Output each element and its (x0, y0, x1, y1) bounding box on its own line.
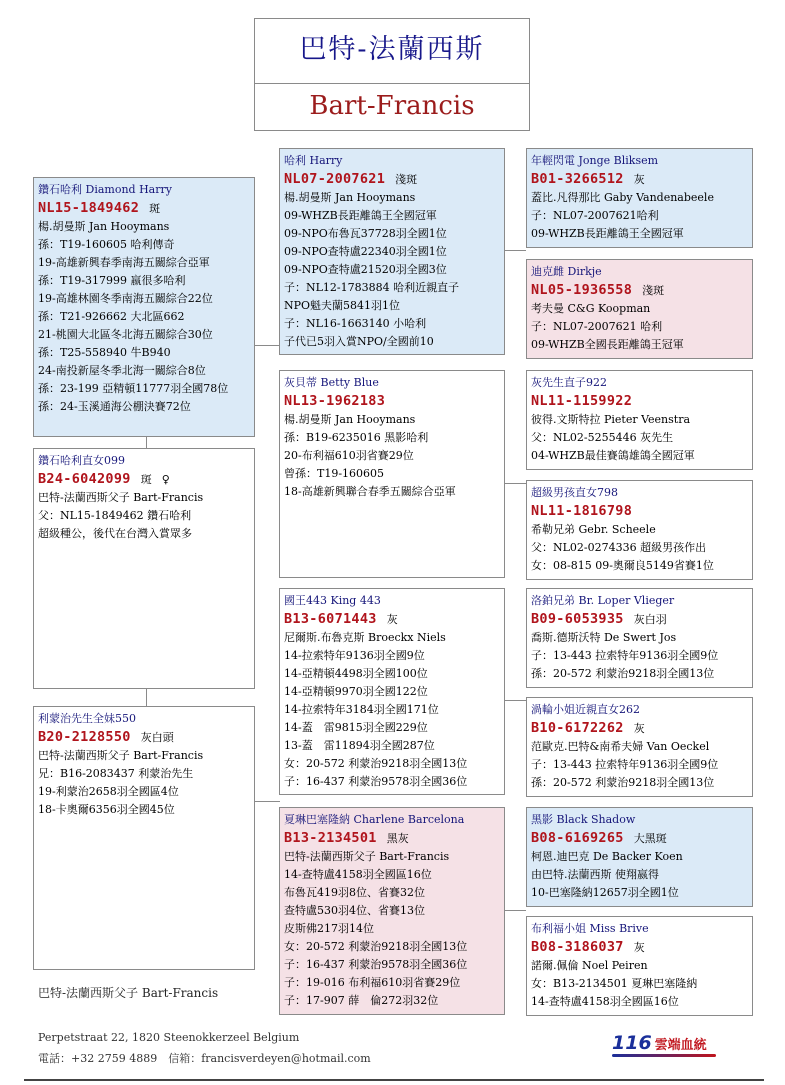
detail-line: 子：NL07-2007621 哈利 (531, 320, 663, 333)
color: 淺斑 (642, 284, 665, 297)
connector (504, 700, 526, 701)
color: 灰白羽 (633, 613, 667, 626)
pigeon-name: 哈利 Harry (284, 154, 343, 167)
color: 大黑斑 (633, 832, 667, 845)
logo-text: 雲端血統 (654, 1038, 707, 1053)
detail-line: 孫：T19-160605 哈利傳奇 (38, 238, 175, 251)
detail-line: 14-拉索特年9136羽全國9位 (284, 649, 425, 662)
color: 灰 (633, 722, 645, 735)
dds-card (526, 807, 753, 907)
detail-line: 女：B13-2134501 夏琳巴塞隆納 (531, 977, 698, 990)
detail-line: 楊.胡曼斯 Jan Hooymans (284, 413, 416, 426)
detail-line: 09-NPO查特盧22340羽全國1位 (284, 245, 447, 258)
detail-line: 女：08-815 09-奧爾良5149省賽1位 (531, 559, 714, 572)
detail-line: 子：17-907 薛 倫272羽32位 (284, 994, 439, 1007)
connector (504, 910, 526, 911)
color: 黑灰 (386, 832, 409, 845)
detail-line: 超級種公，後代在台灣入賞眾多 (38, 527, 192, 540)
detail-line: 喬斯.德斯沃特 De Swert Jos (531, 631, 677, 644)
color: 灰 (386, 613, 398, 626)
detail-line: 子：19-016 布利福610羽省賽29位 (284, 976, 461, 989)
detail-line: 09-WHZB全國長距離鴿王冠軍 (531, 338, 684, 351)
ring-number: B13-6071443 (284, 611, 377, 627)
sire-dam-card (279, 370, 505, 578)
title-english: Bart-Francis (309, 91, 475, 121)
connector (254, 801, 280, 802)
ring-number: B08-3186037 (531, 939, 624, 955)
detail-line: 13-蓋 雷11894羽全國287位 (284, 739, 435, 752)
detail-line: 孫：20-572 利蒙治9218羽全國13位 (531, 667, 715, 680)
detail-line: 尼爾斯.布魯克斯 Broeckx Niels (284, 631, 446, 644)
sss-card (526, 148, 753, 248)
detail-line: 14-亞精頓9970羽全國122位 (284, 685, 428, 698)
pigeon-name: 年輕閃電 Jonge Bliksem (531, 154, 659, 167)
brand-logo[interactable] (612, 1032, 722, 1058)
detail-line: 考夫曼 C&G Koopman (531, 302, 651, 315)
sdd-card (526, 480, 753, 580)
detail-line: 子：NL16-1663140 小哈利 (284, 317, 427, 330)
detail-line: 巴特-法蘭西斯父子 Bart-Francis (284, 850, 450, 863)
ring-number: NL05-1936558 (531, 282, 633, 298)
pigeon-name: 灰貝蒂 Betty Blue (284, 376, 379, 389)
detail-line: 09-WHZB長距離鴿王全國冠軍 (284, 209, 437, 222)
detail-line: 范歐克.巴特&南希夫婦 Van Oeckel (531, 740, 710, 753)
detail-line: 女：20-572 利蒙治9218羽全國13位 (284, 757, 468, 770)
ring-number: NL07-2007621 (284, 171, 386, 187)
detail-line: 孫：20-572 利蒙治9218羽全國13位 (531, 776, 715, 789)
detail-line: 孫：23-199 亞精頓11777羽全國78位 (38, 382, 229, 395)
detail-line: 14-拉索特年3184羽全國171位 (284, 703, 439, 716)
dam-sire-card (279, 588, 505, 795)
detail-line: 19-高雄林園冬季南海五關綜合22位 (38, 292, 213, 305)
sex-symbol: ♀ (161, 473, 170, 486)
detail-line: 巴特-法蘭西斯父子 Bart-Francis (38, 749, 204, 762)
pigeon-name: 灰先生直子922 (531, 376, 607, 389)
pigeon-name: 布利福小姐 Miss Brive (531, 922, 649, 935)
detail-line: 子：16-437 利蒙治9578羽全國36位 (284, 958, 468, 971)
detail-line: 18-卡奧爾6356羽全國45位 (38, 803, 175, 816)
pigeon-name: 渦輪小姐近親直女262 (531, 703, 640, 716)
detail-line: 兄：B16-2083437 利蒙治先生 (38, 767, 194, 780)
detail-line: 14-蓋 雷9815羽全國229位 (284, 721, 428, 734)
detail-line: 19-利蒙治2658羽全國區4位 (38, 785, 179, 798)
dss-card (526, 588, 753, 688)
detail-line: 21-桃園大北區冬北海五關綜合30位 (38, 328, 213, 341)
connector (146, 436, 147, 448)
detail-line: 孫：T21-926662 大北區662 (38, 310, 185, 323)
detail-line: 蓋比.凡得那比 Gaby Vandenabeele (531, 191, 714, 204)
detail-line: 子：NL07-2007621哈利 (531, 209, 659, 222)
pigeon-name: 鑽石哈利直女099 (38, 454, 125, 467)
detail-line: NPO魁夫蘭5841羽1位 (284, 299, 401, 312)
color: 灰白頭 (140, 731, 174, 744)
color: 斑 (149, 202, 161, 215)
detail-line: 09-NPO查特盧21520羽全國3位 (284, 263, 447, 276)
pigeon-name: 黑影 Black Shadow (531, 813, 636, 826)
detail-line: 14-亞精頓4498羽全國100位 (284, 667, 428, 680)
sds-card (526, 370, 753, 470)
connector (504, 483, 526, 484)
pigeon-name: 鑽石哈利 Diamond Harry (38, 183, 172, 196)
detail-line: 09-WHZB長距離鴿王全國冠軍 (531, 227, 684, 240)
ddd-card (526, 916, 753, 1016)
connector (504, 250, 526, 251)
title-box (254, 18, 530, 131)
detail-line: 柯恩.迪巴克 De Backer Koen (531, 850, 683, 863)
footer-address: Perpetstraat 22, 1820 Steenokkerzeel Belgium (38, 1031, 300, 1044)
detail-line: 子：16-437 利蒙治9578羽全國36位 (284, 775, 468, 788)
pigeon-name: 夏琳巴塞隆納 Charlene Barcelona (284, 813, 465, 826)
footer-divider (24, 1079, 764, 1081)
sire-sire-card (279, 148, 505, 355)
detail-line: 14-查特盧4158羽全國區16位 (284, 868, 432, 881)
color: 淺斑 (395, 173, 418, 186)
pigeon-name: 迪克雌 Dirkje (531, 265, 602, 278)
detail-line: 彼得.文斯特拉 Pieter Veenstra (531, 413, 691, 426)
ring-number: B13-2134501 (284, 830, 377, 846)
detail-line: 子代已5羽入賞NPO/全國前10 (284, 335, 434, 348)
ssd-card (526, 259, 753, 359)
detail-line: 孫：T25-558940 牛B940 (38, 346, 171, 359)
detail-line: 孫：B19-6235016 黑影哈利 (284, 431, 429, 444)
detail-line: 楊.胡曼斯 Jan Hooymans (38, 220, 170, 233)
logo-swoosh-icon (612, 1054, 716, 1057)
ring-number: B08-6169265 (531, 830, 624, 846)
detail-line: 皮斯佛217羽14位 (284, 922, 374, 935)
detail-line: 09-NPO布魯瓦37728羽全國1位 (284, 227, 447, 240)
detail-line: 諾爾.佩倫 Noel Peiren (531, 959, 648, 972)
pigeon-name: 洛鉑兄弟 Br. Loper Vlieger (531, 594, 675, 607)
detail-line: 子：13-443 拉索特年9136羽全國9位 (531, 758, 719, 771)
ring-number: NL15-1849462 (38, 200, 140, 216)
sire-card (33, 177, 255, 437)
detail-line: 14-查特盧4158羽全國區16位 (531, 995, 679, 1008)
logo-number: 116 (612, 1032, 652, 1054)
dam-card (33, 706, 255, 970)
connector (146, 688, 147, 706)
detail-line: 父：NL02-0274336 超級男孩作出 (531, 541, 707, 554)
detail-line: 孫：T19-317999 嬴很多哈利 (38, 274, 186, 287)
dam-dam-card (279, 807, 505, 1015)
detail-line: 父：NL02-5255446 灰先生 (531, 431, 674, 444)
ring-number: B09-6053935 (531, 611, 624, 627)
detail-line: 巴特-法蘭西斯父子 Bart-Francis (38, 491, 204, 504)
footer-contact: 電話：+32 2759 4889 信箱：francisverdeyen@hotmail.com (38, 1052, 371, 1065)
ring-number: NL11-1816798 (531, 503, 633, 519)
subject-card (33, 448, 255, 689)
detail-line: 10-巴塞隆納12657羽全國1位 (531, 886, 679, 899)
color: 斑 (140, 473, 152, 486)
detail-line: 希勒兄弟 Gebr. Scheele (531, 523, 656, 536)
connector (254, 345, 280, 346)
detail-line: 曾孫：T19-160605 (284, 467, 385, 480)
detail-line: 18-高雄新興聯合春季五關綜合亞軍 (284, 485, 456, 498)
color: 灰 (633, 173, 645, 186)
title-chinese: 巴特-法蘭西斯 (255, 19, 529, 84)
detail-line: 子：NL12-1783884 哈利近親直子 (284, 281, 460, 294)
pigeon-name: 國王443 King 443 (284, 594, 381, 607)
pigeon-name: 超級男孩直女798 (531, 486, 618, 499)
detail-line: 19-高雄新興春季南海五關綜合亞軍 (38, 256, 210, 269)
detail-line: 24-南投新屋冬季北海一關綜合8位 (38, 364, 206, 377)
detail-line: 查特盧530羽4位、省賽13位 (284, 904, 425, 917)
detail-line: 孫：24-玉溪通海公棚決賽72位 (38, 400, 191, 413)
breeder-name: 巴特-法蘭西斯父子 Bart-Francis (38, 986, 219, 1000)
ring-number: NL13-1962183 (284, 393, 386, 409)
ring-number: B20-2128550 (38, 729, 131, 745)
ring-number: B24-6042099 (38, 471, 131, 487)
ring-number: B10-6172262 (531, 720, 624, 736)
detail-line: 楊.胡曼斯 Jan Hooymans (284, 191, 416, 204)
detail-line: 子：13-443 拉索特年9136羽全國9位 (531, 649, 719, 662)
detail-line: 20-布利福610羽省賽29位 (284, 449, 414, 462)
dsd-card (526, 697, 753, 797)
detail-line: 由巴特.法蘭西斯 使翔嬴得 (531, 868, 659, 881)
pigeon-name: 利蒙治先生全妹550 (38, 712, 136, 725)
detail-line: 女：20-572 利蒙治9218羽全國13位 (284, 940, 468, 953)
detail-line: 父：NL15-1849462 鑽石哈利 (38, 509, 192, 522)
color: 灰 (633, 941, 645, 954)
ring-number: NL11-1159922 (531, 393, 633, 409)
ring-number: B01-3266512 (531, 171, 624, 187)
detail-line: 04-WHZB最佳賽鴿雄鴿全國冠軍 (531, 449, 695, 462)
detail-line: 布魯瓦419羽8位、省賽32位 (284, 886, 425, 899)
